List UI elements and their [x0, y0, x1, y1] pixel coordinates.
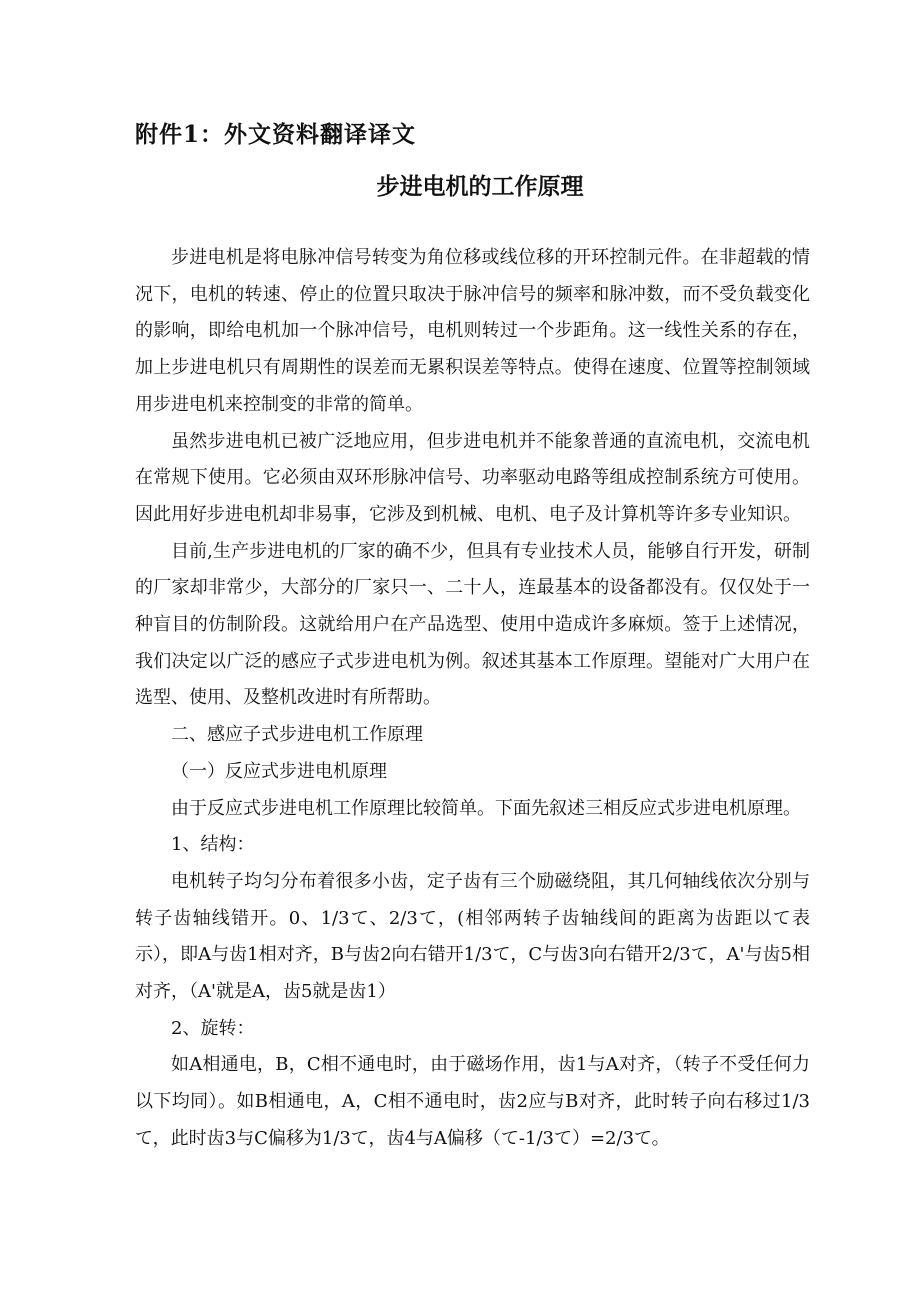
paragraph-structure: 电机转子均匀分布着很多小齿，定子齿有三个励磁绕阻，其几何轴线依次分别与转子齿轴线错开。0、1/3て、2/3て，(相邻两转子齿轴线间的距离为齿距以て表示），即A与齿1相对齐，B与齿2向右错开1/3て，C与齿3向右错开2/3て，A'与齿5相对齐，（A'就是A，齿5就是齿1） — [135, 870, 810, 1003]
paragraph-rotation: 如A相通电，B，C相不通电时，由于磁场作用，齿1与A对齐，（转子不受任何力以下均同）。如B相通电，A，C相不通电时，齿2应与B对齐，此时转子向右移过1/3て，此时齿3与C偏移为1/3て，齿4与A偏移（て-1/3て）=2/3て。 — [135, 1054, 810, 1149]
paragraph-reactive-intro: 由于反应式步进电机工作原理比较简单。下面先叙述三相反应式步进电机原理。 — [171, 797, 801, 819]
section-heading-induction: 二、感应子式步进电机工作原理 — [171, 724, 423, 746]
paragraph-intro: 步进电机是将电脉冲信号转变为角位移或线位移的开环控制元件。在非超载的情况下，电机的转速、停止的位置只取决于脉冲信号的频率和脉冲数，而不受负载变化的影响，即给电机加一个脉冲信号，电机则转过一个步距角。这一线性关系的存在，加上步进电机只有周期性的误差而无累积误差等特点。使得在速度、位置等控制领域用步进电机来控制变的非常的简单。 — [135, 247, 810, 415]
document-body — [135, 240, 810, 1158]
item-heading-rotation: 2、旋转： — [171, 1017, 255, 1039]
paragraph-manufacturers: 目前,生产步进电机的厂家的确不少，但具有专业技术人员，能够自行开发，研制的厂家却非常少，大部分的厂家只一、二十人，连最基本的设备都没有。仅仅处于一种盲目的仿制阶段。这就给用户在产品选型、使用中造成许多麻烦。签于上述情况，我们决定以广泛的感应子式步进电机为例。叙述其基本工作原理。望能对广大用户在选型、使用、及整机改进时有所帮助。 — [135, 540, 810, 709]
subsection-heading-reactive: （一）反应式步进电机原理 — [171, 760, 387, 782]
paragraph-usage: 虽然步进电机已被广泛地应用，但步进电机并不能象普通的直流电机，交流电机在常规下使用。它必须由双环形脉冲信号、功率驱动电路等组成控制系统方可使用。因此用好步进电机却非易事，它涉及到机械、电机、电子及计算机等许多专业知识。 — [135, 430, 810, 525]
document-title: 步进电机的工作原理 — [376, 173, 584, 200]
appendix-heading: 附件1：外文资料翻译译文 — [135, 121, 417, 148]
item-heading-structure: 1、结构： — [171, 834, 255, 856]
